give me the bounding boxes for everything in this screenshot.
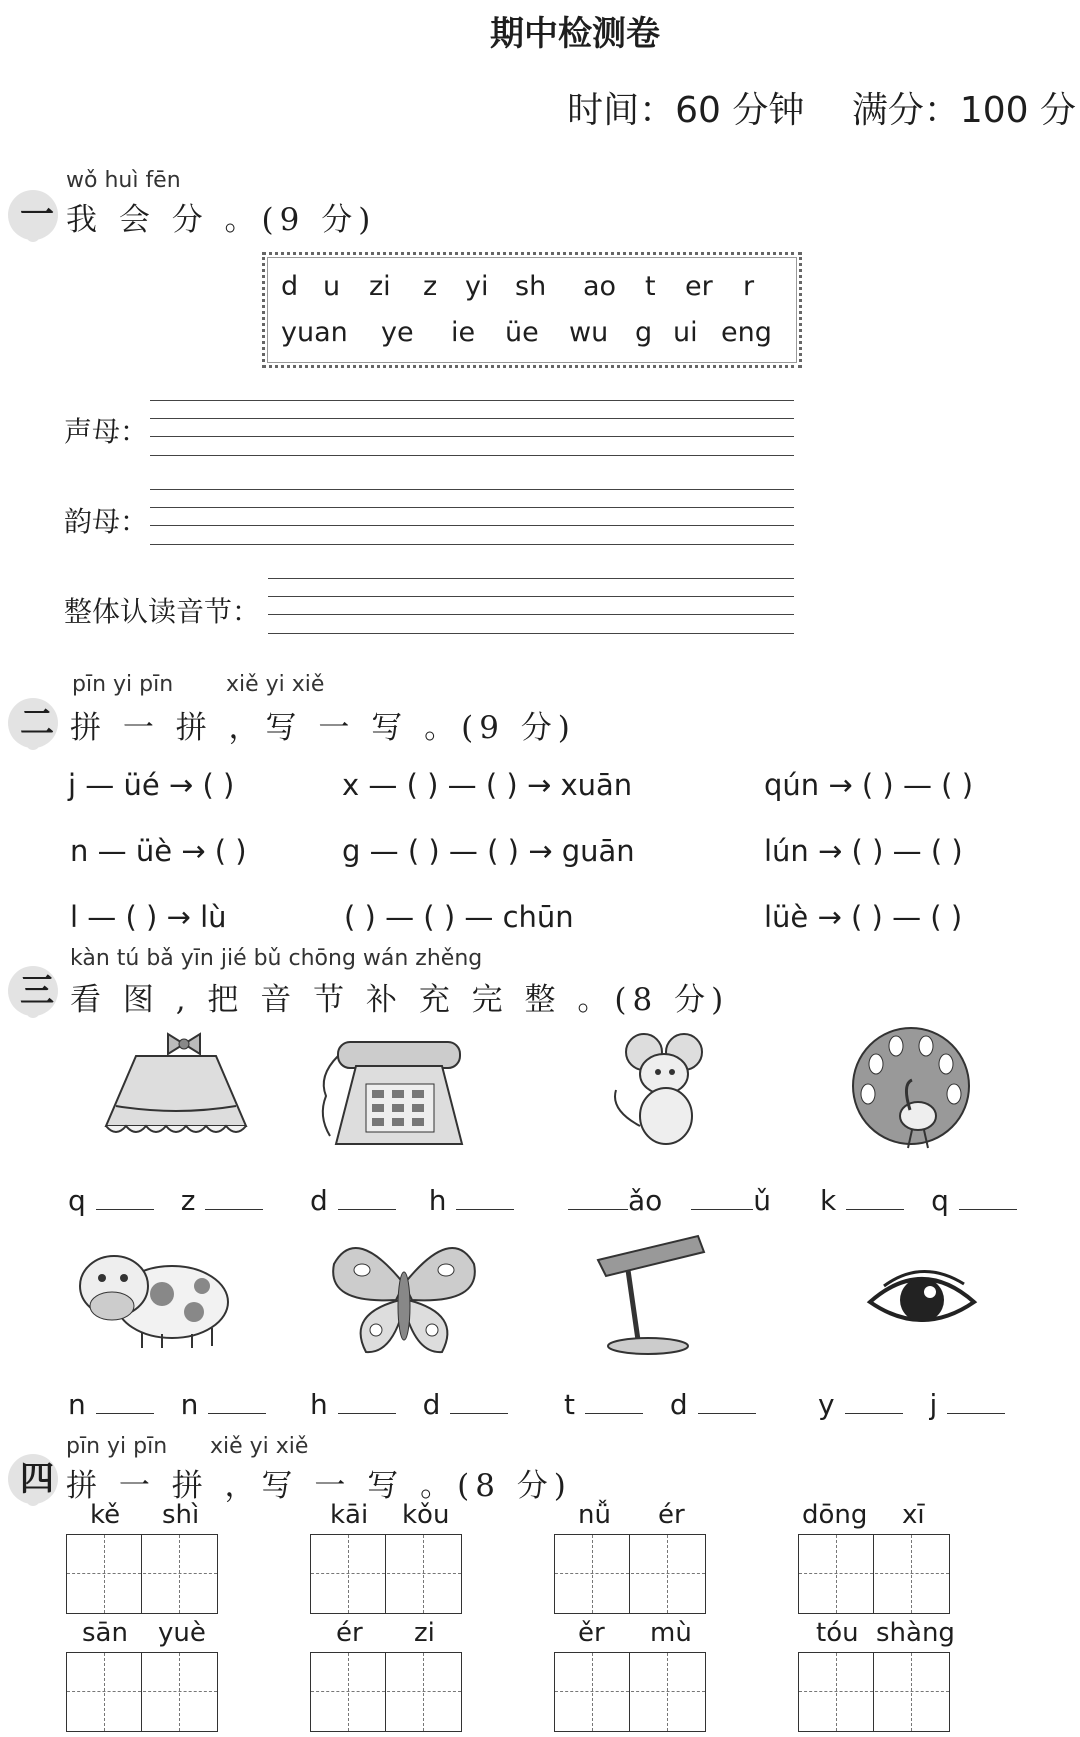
section-2-title: 拼 一 拼 ，写 一 写 。(9 分)	[70, 710, 576, 746]
word-pinyin: kāi	[330, 1500, 369, 1530]
letter-box	[262, 252, 802, 368]
writing-grid[interactable]	[310, 1534, 462, 1614]
section-2-number: 二	[20, 703, 54, 743]
section-1-title: 我 会 分 。(9 分)	[66, 202, 377, 238]
butterfly-image	[326, 1234, 482, 1360]
word-pinyin: shì	[162, 1500, 200, 1530]
time-limit: 时间：60 分钟	[567, 90, 805, 131]
section-4-badge	[8, 1454, 66, 1510]
letter-item: t	[645, 271, 656, 302]
writing-grid[interactable]	[798, 1534, 950, 1614]
word-pinyin: nǚ	[578, 1500, 611, 1530]
section-4-title: 拼 一 拼 ，写 一 写 。(8 分)	[66, 1468, 572, 1504]
answer-blank[interactable]	[959, 1185, 1017, 1210]
word-pinyin: kǒu	[402, 1500, 450, 1530]
desk-lamp-image	[588, 1230, 714, 1360]
answer-blank[interactable]	[585, 1389, 643, 1414]
exercise-item: j — üé → ( )	[68, 768, 235, 802]
exercise-item: n — üè → ( )	[70, 834, 247, 868]
letter-item: ie	[451, 317, 476, 348]
word-pinyin: dōng	[802, 1500, 868, 1530]
answer-blank[interactable]	[96, 1185, 154, 1210]
answer-blank[interactable]	[456, 1185, 514, 1210]
picture-caption-cow: n n	[68, 1388, 266, 1421]
answer-blank[interactable]	[96, 1389, 154, 1414]
letter-item: wu	[569, 317, 609, 348]
telephone-image	[316, 1036, 476, 1152]
answer-lines-shengmu[interactable]	[150, 400, 794, 456]
answer-blank[interactable]	[947, 1389, 1005, 1414]
writing-grid[interactable]	[66, 1534, 218, 1614]
word-pinyin: shàng	[876, 1618, 955, 1648]
section-3-number: 三	[20, 971, 54, 1011]
word-pinyin: zi	[414, 1618, 435, 1648]
exercise-item: lüè → ( ) — ( )	[764, 900, 963, 934]
peacock-image	[846, 1024, 976, 1154]
writing-grid[interactable]	[554, 1534, 706, 1614]
section-1-badge	[8, 190, 66, 246]
letter-item: r	[743, 271, 755, 302]
answer-blank[interactable]	[338, 1185, 396, 1210]
word-pinyin: kě	[90, 1500, 121, 1530]
section-4-pinyin-1: pīn yi pīn	[66, 1434, 168, 1459]
word-pinyin: tóu	[816, 1618, 859, 1648]
answer-blank[interactable]	[338, 1389, 396, 1414]
writing-grid[interactable]	[798, 1652, 950, 1732]
section-3-title: 看 图 , 把 音 节 补 充 完 整 。(8 分)	[70, 982, 730, 1018]
section-2-badge	[8, 698, 66, 754]
letter-item: ui	[673, 317, 698, 348]
picture-caption-eye: y j	[818, 1388, 1005, 1421]
writing-grid[interactable]	[310, 1652, 462, 1732]
label-zhengti: 整体认读音节：	[64, 595, 261, 628]
mouse-image	[604, 1030, 724, 1150]
answer-blank[interactable]	[845, 1389, 903, 1414]
letter-item: z	[423, 271, 438, 302]
section-1-pinyin: wǒ huì fēn	[66, 168, 181, 193]
answer-blank[interactable]	[691, 1185, 753, 1210]
letter-item: sh	[515, 271, 547, 302]
letter-item: g	[635, 317, 653, 348]
answer-blank[interactable]	[450, 1389, 508, 1414]
word-pinyin: xī	[902, 1500, 925, 1530]
letter-item: ye	[381, 317, 414, 348]
answer-lines-yunmu[interactable]	[150, 489, 794, 545]
answer-blank[interactable]	[698, 1389, 756, 1414]
answer-blank[interactable]	[208, 1389, 266, 1414]
label-yunmu: 韵母：	[64, 505, 149, 538]
letter-item: üe	[505, 317, 539, 348]
section-4-pinyin-2: xiě yi xiě	[210, 1434, 309, 1459]
exercise-item: qún → ( ) — ( )	[764, 768, 974, 802]
exercise-item: g — ( ) — ( ) → guān	[342, 834, 635, 868]
answer-lines-zhengti[interactable]	[268, 578, 794, 634]
cow-image	[72, 1236, 234, 1352]
picture-caption-peacock: k q	[820, 1184, 1017, 1217]
exercise-item: l — ( ) → lù	[70, 900, 227, 934]
word-pinyin: ér	[658, 1500, 685, 1530]
exercise-item: ( ) — ( ) — chūn	[344, 900, 574, 934]
label-shengmu: 声母：	[64, 415, 149, 448]
picture-caption-skirt: q z	[68, 1184, 263, 1217]
word-pinyin: ér	[336, 1618, 363, 1648]
exercise-item: x — ( ) — ( ) → xuān	[342, 768, 633, 802]
writing-grid[interactable]	[554, 1652, 706, 1732]
answer-blank[interactable]	[568, 1185, 628, 1210]
letter-item: d	[281, 271, 299, 302]
letter-item: u	[323, 271, 341, 302]
section-2-pinyin-2: xiě yi xiě	[226, 672, 325, 697]
picture-caption-mouse: ǎo ǔ	[568, 1184, 771, 1217]
letter-item: yuan	[281, 317, 348, 348]
section-3-pinyin: kàn tú bǎ yīn jié bǔ chōng wán zhěng	[70, 946, 483, 971]
section-2-pinyin-1: pīn yi pīn	[72, 672, 174, 697]
word-pinyin: mù	[650, 1618, 692, 1648]
section-4-number: 四	[20, 1459, 54, 1499]
letter-item: eng	[721, 317, 772, 348]
letter-item: yi	[465, 271, 489, 302]
eye-image	[864, 1266, 980, 1336]
full-score: 满分：100 分	[851, 90, 1076, 131]
exercise-item: lún → ( ) — ( )	[764, 834, 963, 868]
picture-caption-butterfly: h d	[310, 1388, 508, 1421]
word-pinyin: sān	[82, 1618, 128, 1648]
writing-grid[interactable]	[66, 1652, 218, 1732]
picture-caption-lamp: t d	[564, 1388, 756, 1421]
section-3-badge	[8, 966, 66, 1022]
exam-meta	[531, 82, 1076, 133]
answer-blank[interactable]	[846, 1185, 904, 1210]
word-pinyin: ěr	[578, 1618, 605, 1648]
picture-caption-telephone: d h	[310, 1184, 514, 1217]
page-title: 期中检测卷	[490, 14, 660, 54]
skirt-image	[96, 1026, 256, 1146]
answer-blank[interactable]	[205, 1185, 263, 1210]
letter-item: ao	[583, 271, 617, 302]
letter-item: zi	[369, 271, 391, 302]
word-pinyin: yuè	[158, 1618, 206, 1648]
section-1-number: 一	[20, 195, 54, 235]
letter-item: er	[685, 271, 713, 302]
